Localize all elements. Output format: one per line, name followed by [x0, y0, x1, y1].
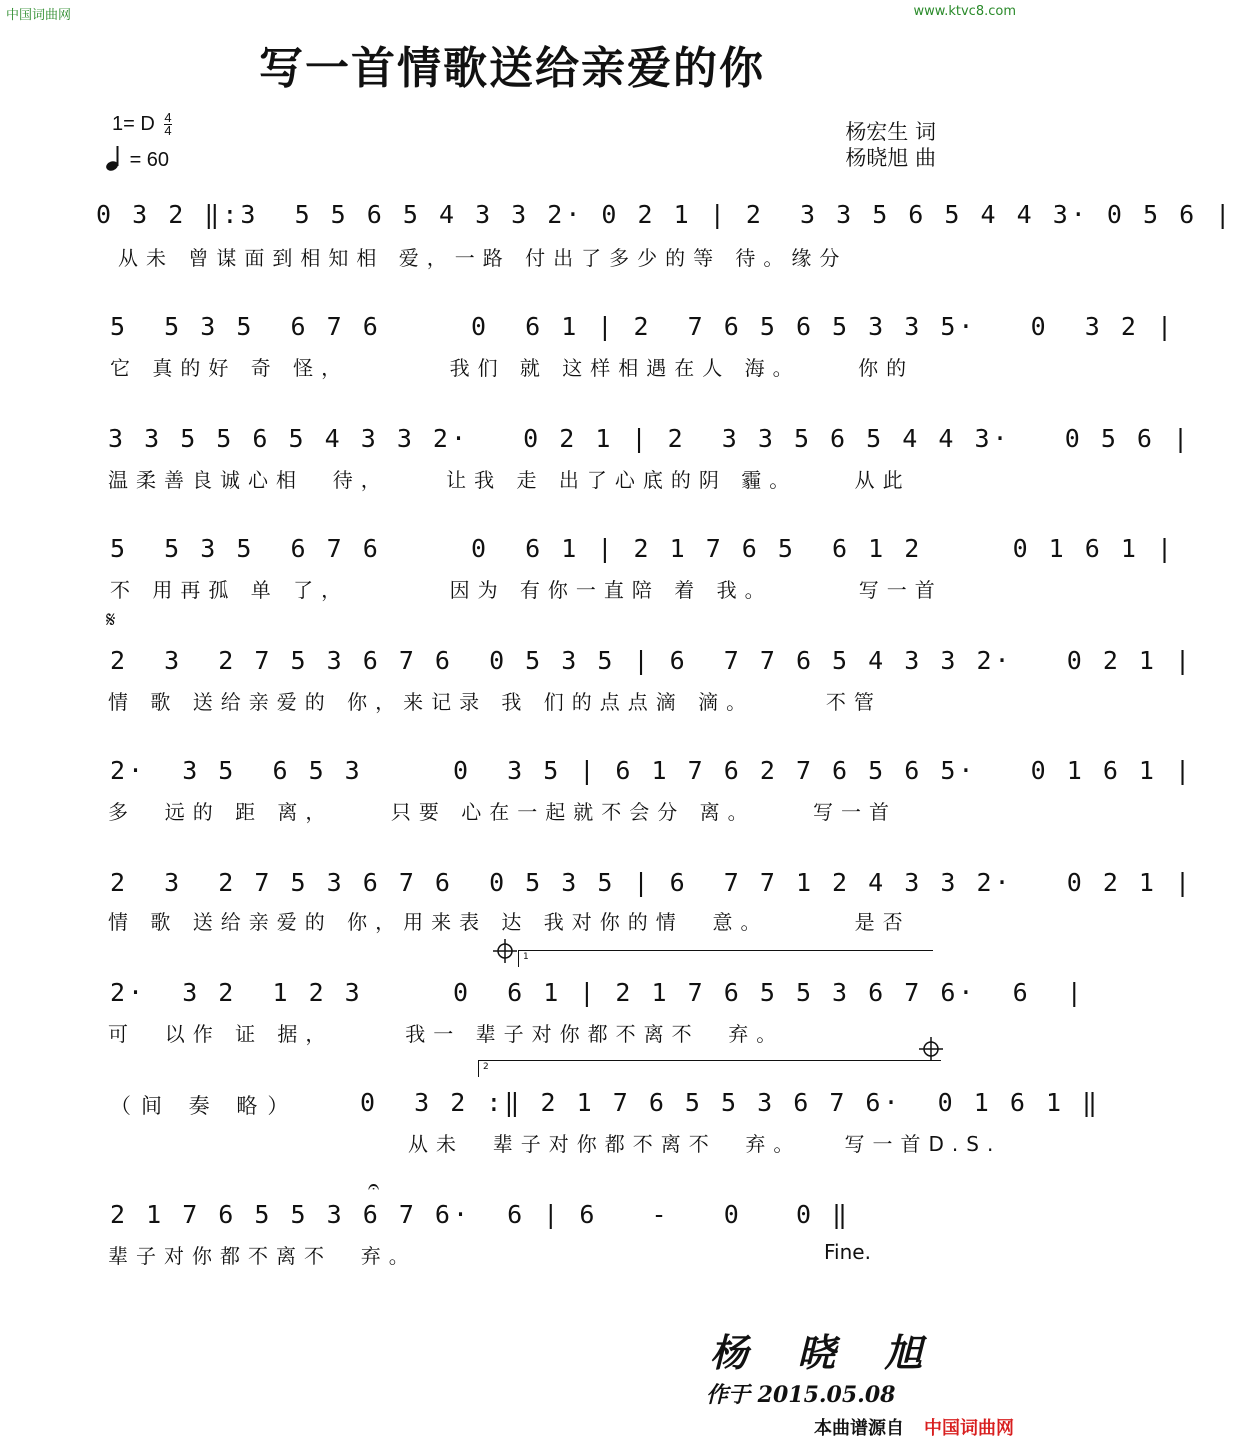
- time-bottom: 4: [164, 123, 172, 138]
- footer-brand[interactable]: 中国词曲网: [924, 1418, 1014, 1439]
- composer-signature: 杨 晓 旭: [710, 1330, 941, 1375]
- score-line-1-notes: 0 3 2 ‖:3 5 5 6 5 4 3 3 2· 0 2 1 | 2 3 3 5 6 5 4 4 3· 0 5 6 |: [96, 200, 1233, 229]
- time-top: 4: [164, 110, 172, 125]
- score-line-5-lyrics: 情 歌 送给亲爱的 你，来记录 我 们的点点滴 滴。 不管: [108, 690, 882, 714]
- score-line-1-lyrics: 从未 曾谋面到相知相 爱，一路 付出了多少的等 待。缘分: [118, 246, 848, 270]
- score-line-8-notes: 2· 3 2 1 2 3 0 6 1 | 2 1 7 6 5 5 3 6 7 6· 6 |: [110, 978, 1085, 1007]
- coda-sign-icon: [492, 938, 518, 970]
- score-line-4-lyrics: 不 用再孤 单 了， 因为 有你一直陪 着 我。 写一首: [110, 578, 943, 602]
- fine-marking: Fine.: [824, 1240, 871, 1264]
- score-line-2-notes: 5 5 3 5 6 7 6 0 6 1 | 2 7 6 5 6 5 3 3 5· 0 3 2 |: [110, 312, 1176, 341]
- first-ending-bracket: [518, 950, 933, 967]
- score-line-6-notes: 2· 3 5 6 5 3 0 3 5 | 6 1 7 6 2 7 6 5 6 5· 0 1 6 1 |: [110, 756, 1194, 785]
- score-line-10-lyrics: 辈子对你都不离不 弃。: [108, 1244, 417, 1268]
- interlude-note: （间 奏 略）: [110, 1094, 299, 1118]
- first-ending-number: 1: [523, 952, 529, 962]
- composition-date: 作于 2015.05.08: [706, 1382, 896, 1408]
- site-name-left[interactable]: 中国词曲网: [6, 8, 72, 23]
- score-line-8-lyrics: 可 以作 证 据， 我一 辈子对你都不离不 弃。: [108, 1022, 785, 1046]
- tempo-marking: [104, 144, 169, 172]
- time-signature: [164, 112, 171, 137]
- score-line-7-lyrics: 情 歌 送给亲爱的 你，用来表 达 我对你的情 意。 是否: [108, 910, 911, 934]
- fermata-icon: 𝄐: [368, 1174, 380, 1198]
- key-signature: [112, 112, 172, 137]
- score-line-4-notes: 5 5 3 5 6 7 6 0 6 1 | 2 1 7 6 5 6 1 2 0 1 6 1 |: [110, 534, 1176, 563]
- score-line-10-notes: 2 1 7 6 5 5 3 6 7 6· 6 | 6 - 0 0 ‖: [110, 1200, 851, 1229]
- score-line-9-lyrics: 从未 辈子对你都不离不 弃。 写一首D.S.: [408, 1132, 1002, 1156]
- composer-credit: 杨晓旭 曲: [845, 146, 936, 170]
- site-url-right[interactable]: www.ktvc8.com: [913, 4, 1016, 19]
- quarter-note-icon: [104, 144, 124, 172]
- score-line-5-notes: 2 3 2 7 5 3 6 7 6 0 5 3 5 | 6 7 7 6 5 4 3 3 2· 0 2 1 |: [110, 646, 1194, 675]
- score-line-9-notes: 0 3 2 :‖ 2 1 7 6 5 5 3 6 7 6· 0 1 6 1 ‖: [360, 1088, 1101, 1117]
- tempo-value: = 60: [129, 149, 170, 171]
- score-line-3-notes: 3 3 5 5 6 5 4 3 3 2· 0 2 1 | 2 3 3 5 6 5 4 4 3· 0 5 6 |: [108, 424, 1192, 453]
- footer-source: 本曲谱源自: [814, 1418, 904, 1439]
- lyricist-credit: 杨宏生 词: [845, 120, 936, 144]
- segno-sign-icon: 𝄋: [106, 608, 116, 633]
- score-line-7-notes: 2 3 2 7 5 3 6 7 6 0 5 3 5 | 6 7 7 1 2 4 3 3 2· 0 2 1 |: [110, 868, 1194, 897]
- score-line-3-lyrics: 温柔善良诚心相 待， 让我 走 出了心底的阴 霾。 从此: [108, 468, 911, 492]
- song-title: 写一首情歌送给亲爱的你: [259, 43, 765, 94]
- score-line-2-lyrics: 它 真的好 奇 怪， 我们 就 这样相遇在人 海。 你的: [110, 356, 915, 380]
- second-ending-number: 2: [483, 1062, 489, 1072]
- score-line-6-lyrics: 多 远的 距 离， 只要 心在一起就不会分 离。 写一首: [108, 800, 898, 824]
- key-label: 1= D: [112, 112, 155, 135]
- second-ending-bracket: [478, 1060, 941, 1077]
